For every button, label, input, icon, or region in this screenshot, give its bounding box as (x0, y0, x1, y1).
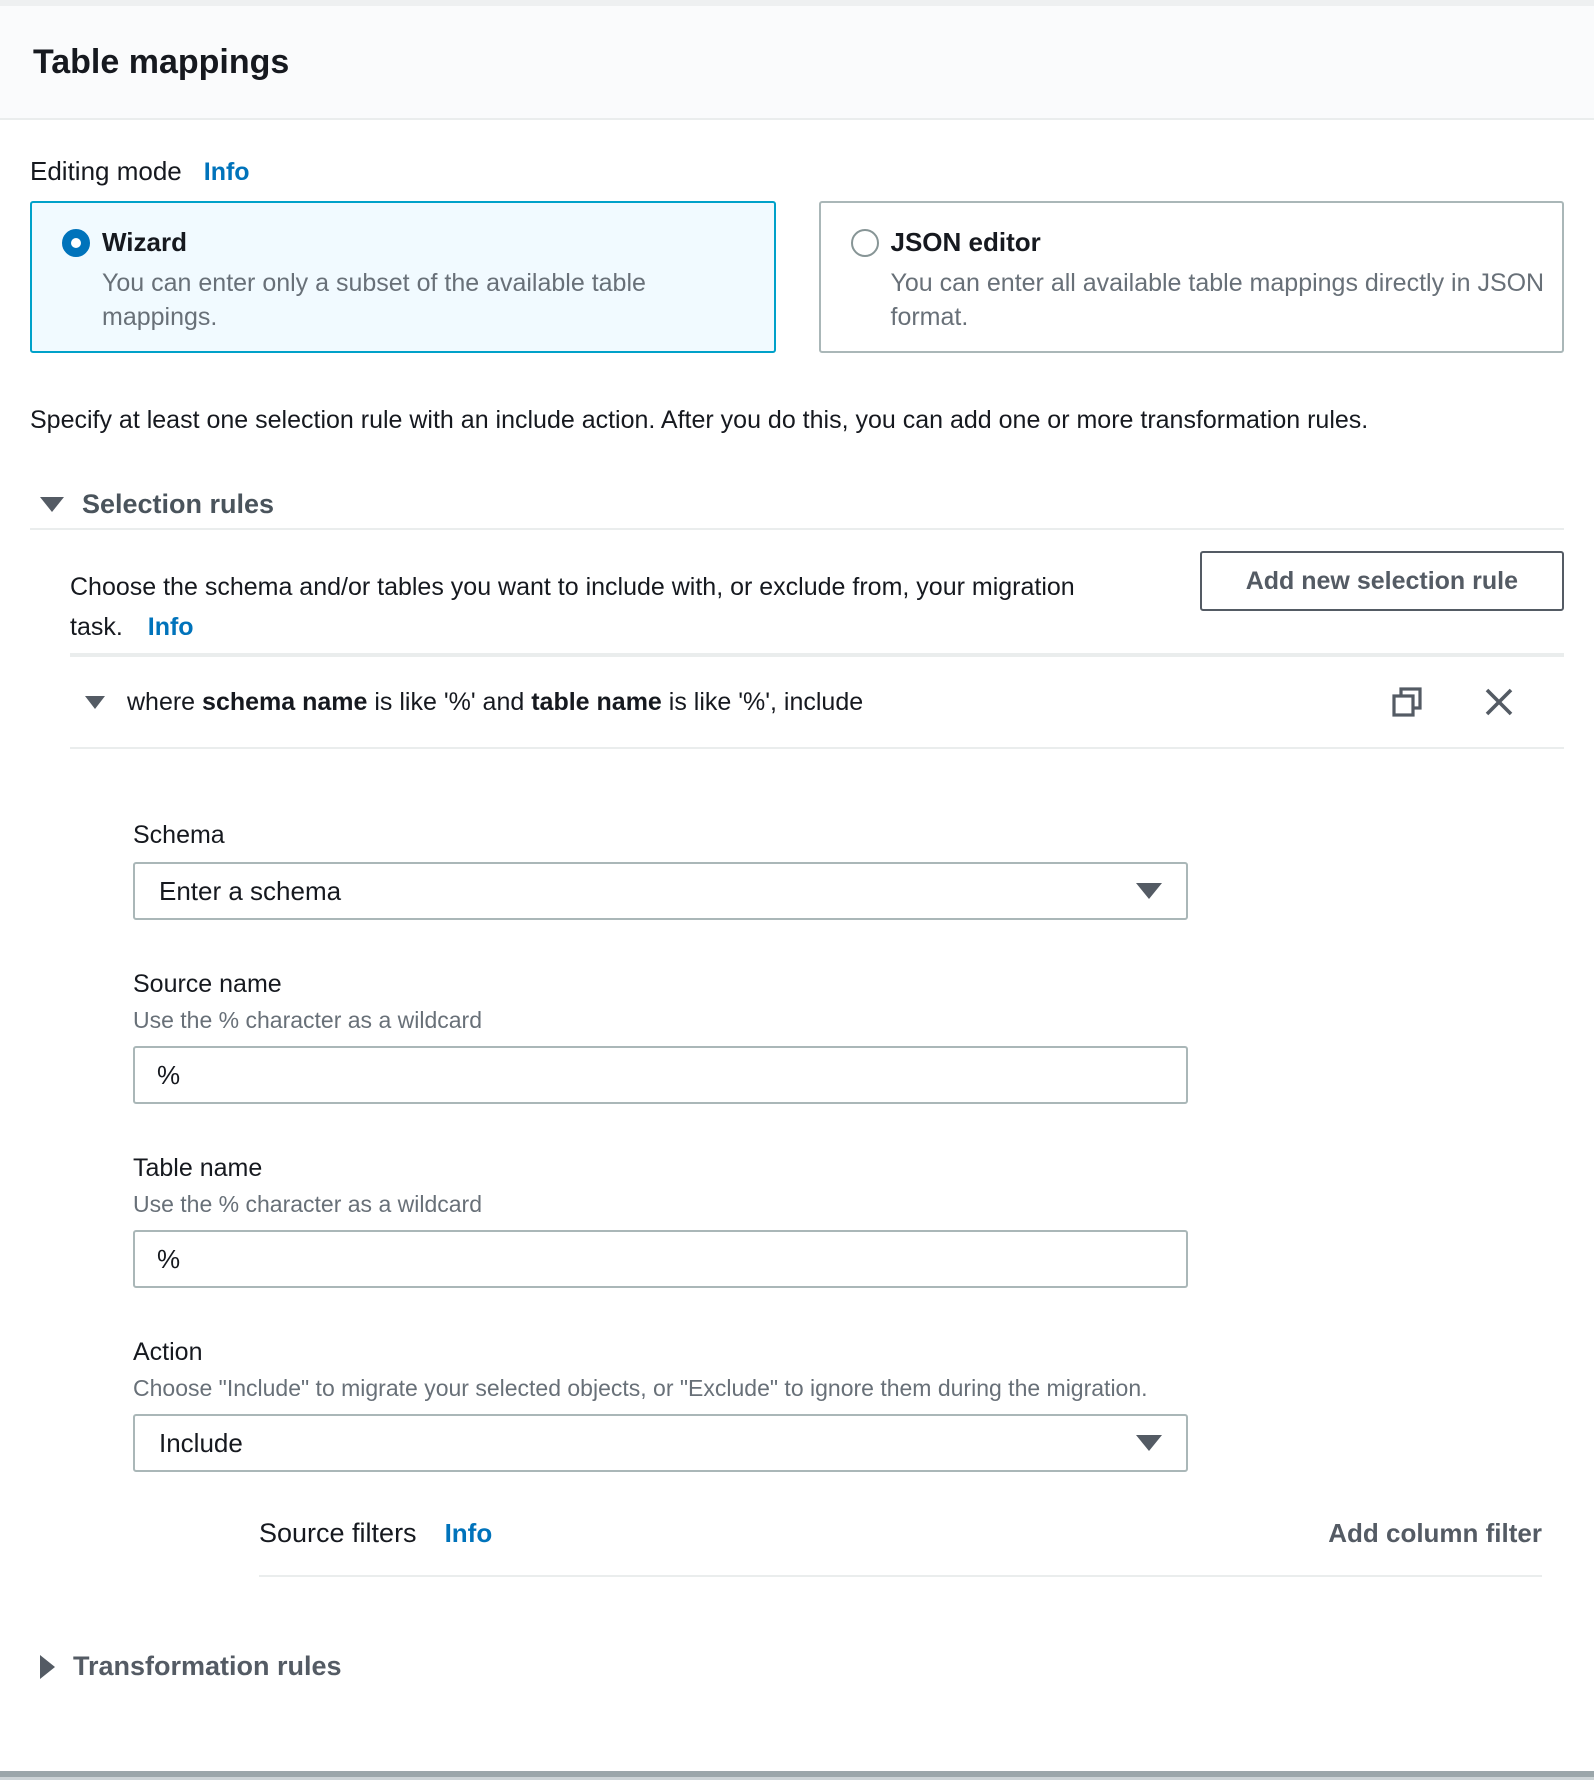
page-title: Table mappings (33, 42, 290, 81)
tile-json-editor-label: JSON editor (890, 227, 1041, 257)
source-filters-info-link[interactable]: Info (444, 1518, 493, 1548)
intro-text: Specify at least one selection rule with an include action. After you do this, you can add one or more transformation rules. (30, 406, 1369, 434)
rule-actions (1390, 685, 1516, 719)
source-filters-row (259, 1518, 1542, 1549)
selection-rules-description (70, 567, 1080, 647)
source-name-hint: Use the % character as a wildcard (133, 1007, 482, 1033)
radio-unselected-icon[interactable] (851, 229, 879, 257)
close-icon (1482, 685, 1516, 719)
action-field (133, 1338, 1564, 1472)
source-name-field (133, 970, 1564, 1104)
table-mappings-header (0, 6, 1594, 120)
table-name-label: Table name (133, 1154, 263, 1182)
selection-rule-form (30, 821, 1564, 1577)
editing-mode-label: Editing mode (30, 156, 182, 186)
source-name-label: Source name (133, 970, 282, 998)
chevron-down-icon[interactable] (85, 696, 105, 709)
chevron-down-icon (1136, 883, 1162, 899)
page-bottom-strip (0, 1771, 1594, 1780)
tile-json-editor-description: You can enter all available table mappings directly in JSON format. (890, 269, 1545, 331)
selection-rule-header (30, 657, 1564, 747)
copy-icon (1390, 685, 1424, 719)
chevron-down-icon[interactable] (40, 497, 64, 512)
selection-rule-title (127, 688, 863, 717)
editing-mode-tiles (30, 201, 1564, 353)
add-column-filter-button[interactable]: Add column filter (1328, 1518, 1542, 1548)
selection-rules-title: Selection rules (82, 489, 275, 519)
action-select-value: Include (159, 1427, 243, 1458)
schema-select-value: Enter a schema (159, 875, 342, 906)
schema-field (133, 821, 1564, 920)
copy-rule-button[interactable] (1390, 685, 1424, 719)
tile-wizard[interactable] (30, 201, 776, 353)
action-hint: Choose "Include" to migrate your selected objects, or "Exclude" to ignore them during the migration. (133, 1375, 1148, 1401)
action-label: Action (133, 1338, 203, 1366)
table-name-input[interactable] (133, 1230, 1188, 1288)
divider (259, 1575, 1542, 1577)
selection-rules-section-header[interactable] (30, 489, 1564, 520)
divider (70, 747, 1564, 749)
transformation-rules-title: Transformation rules (73, 1651, 342, 1681)
source-filters-section (259, 1518, 1564, 1577)
transformation-rules-section-header[interactable] (30, 1651, 1564, 1682)
divider (30, 528, 1564, 530)
source-name-input[interactable] (133, 1046, 1188, 1104)
tile-json-editor[interactable] (819, 201, 1565, 353)
editing-mode-info-link[interactable]: Info (203, 158, 250, 186)
remove-rule-button[interactable] (1482, 685, 1516, 719)
tile-wizard-description: You can enter only a subset of the available table mappings. (102, 269, 646, 331)
editing-mode-row (30, 156, 1564, 187)
rule-title-part: where (127, 687, 203, 716)
selection-rules-info-link[interactable]: Info (147, 613, 194, 641)
table-name-field (133, 1154, 1564, 1288)
schema-label: Schema (133, 821, 225, 849)
rule-title-part: is like '%', include (661, 687, 864, 716)
schema-select[interactable] (133, 862, 1188, 920)
add-new-selection-rule-button[interactable]: Add new selection rule (1200, 551, 1564, 611)
tile-wizard-label: Wizard (102, 227, 187, 257)
rule-title-table-name: table name (531, 687, 662, 716)
selection-rules-header-row (30, 551, 1564, 647)
action-select[interactable] (133, 1414, 1188, 1472)
chevron-right-icon[interactable] (40, 1655, 55, 1679)
table-name-hint: Use the % character as a wildcard (133, 1191, 482, 1217)
radio-selected-icon[interactable] (62, 229, 90, 257)
rule-title-part: is like '%' and (367, 687, 532, 716)
source-filters-label: Source filters (259, 1518, 417, 1548)
rule-title-schema-name: schema name (202, 687, 368, 716)
table-mappings-content (0, 156, 1594, 1682)
chevron-down-icon (1136, 1435, 1162, 1451)
selection-rules-description-text: Choose the schema and/or tables you want to include with, or exclude from, your migration task. (70, 573, 1075, 641)
